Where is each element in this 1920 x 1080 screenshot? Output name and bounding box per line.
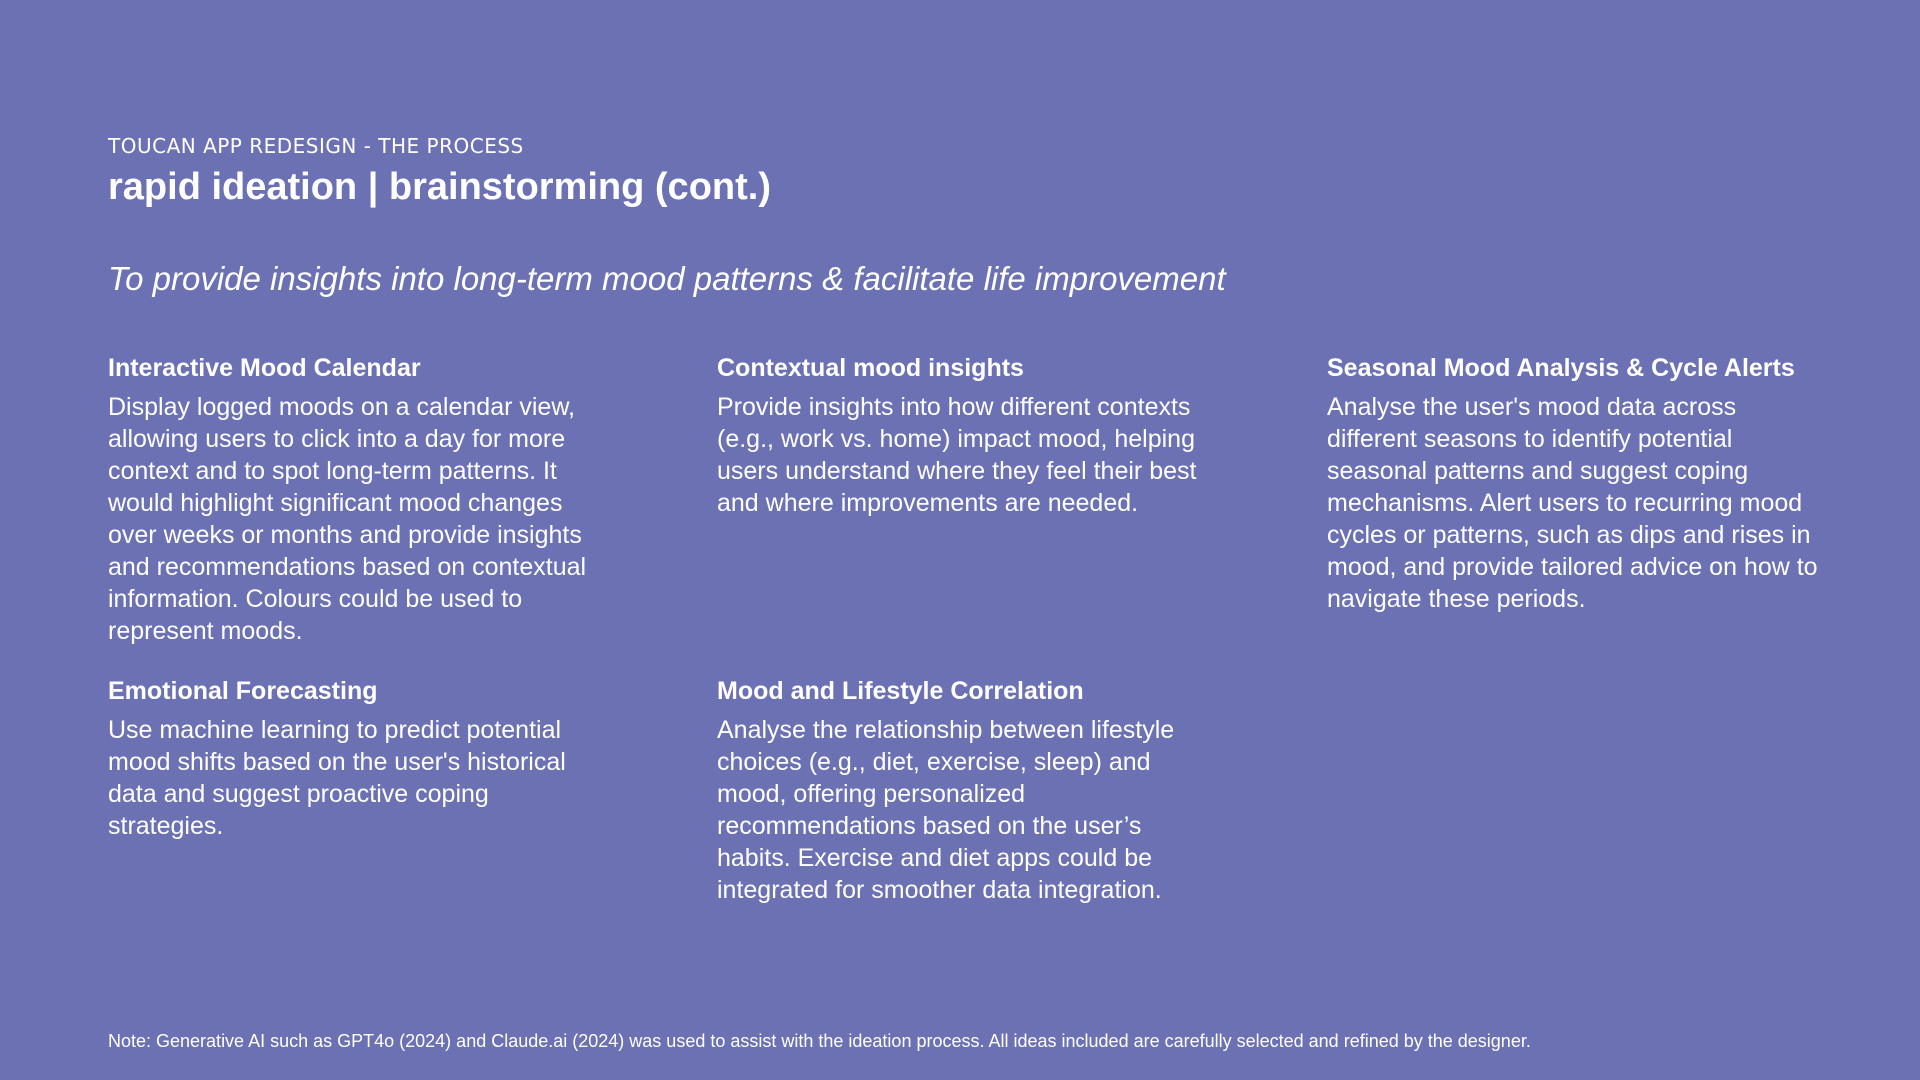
idea-description: Analyse the user's mood data across different seasons to identify potential seasonal patterns and suggest coping mechanisms. Alert users to recurring mood cycles or patterns, such as dips and rises in mood, and provide tailored advice on how to navigate these periods. xyxy=(1327,392,1818,613)
section-eyebrow: TOUCAN APP REDESIGN - THE PROCESS xyxy=(108,134,524,158)
idea-heading: Mood and Lifestyle Correlation xyxy=(717,677,1084,705)
footer-note: Note: Generative AI such as GPT4o (2024) and Claude.ai (2024) was used to assist with the ideation process. All ideas included are carefully selected and refined by the designer. xyxy=(108,1031,1531,1051)
idea-card-interactive-mood-calendar xyxy=(108,352,603,647)
page-subtitle: To provide insights into long-term mood patterns & facilitate life improvement xyxy=(108,260,1226,297)
idea-heading: Seasonal Mood Analysis & Cycle Alerts xyxy=(1327,354,1795,382)
idea-heading: Interactive Mood Calendar xyxy=(108,354,421,382)
idea-card-seasonal-mood-analysis xyxy=(1327,352,1822,615)
idea-description: Provide insights into how different contexts (e.g., work vs. home) impact mood, helping users understand where they feel their best and where improvements are needed. xyxy=(717,392,1197,517)
idea-description: Use machine learning to predict potential mood shifts based on the user's historical data and suggest proactive coping strategies. xyxy=(108,715,566,840)
idea-description: Analyse the relationship between lifestyle choices (e.g., diet, exercise, sleep) and mood, offering personalized recommendations based on the user’s habits. Exercise and diet apps could be integrated for smoother data integration. xyxy=(717,715,1175,904)
idea-card-contextual-mood-insights xyxy=(717,352,1212,519)
page-title: rapid ideation | brainstorming (cont.) xyxy=(108,166,771,208)
idea-heading: Contextual mood insights xyxy=(717,354,1024,382)
idea-card-emotional-forecasting xyxy=(108,675,603,842)
idea-description: Display logged moods on a calendar view, allowing users to click into a day for more context and to spot long-term patterns. It would highlight significant mood changes over weeks or months and provide insights and recommendations based on contextual information. Colours could be used to represent moods. xyxy=(108,392,587,645)
idea-heading: Emotional Forecasting xyxy=(108,677,378,705)
idea-card-mood-lifestyle-correlation xyxy=(717,675,1212,906)
